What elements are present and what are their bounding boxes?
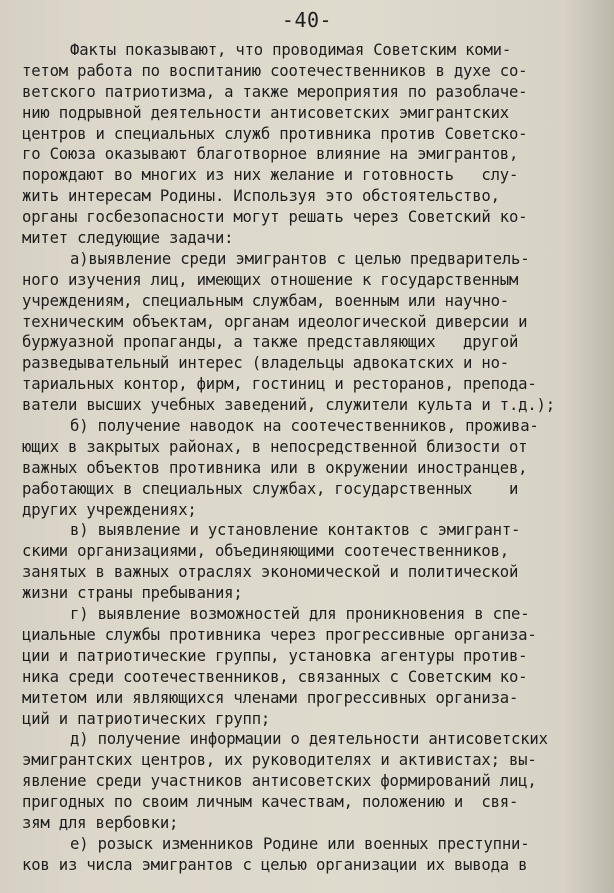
text-line: ника среди соотечественников, связанных с Советским ко- [22, 667, 528, 686]
text-line: д) получение информации о деятельности антисоветских [70, 730, 548, 749]
text-line: а)выявление среди эмигрантов с целью предваритель- [70, 249, 530, 268]
text-line: разведывательный интерес (владельцы адвокатских и но- [22, 354, 509, 373]
text-line: ции и патриотические группы, установка агентуры против- [22, 646, 528, 665]
text-line: митет следующие задачи: [22, 229, 234, 248]
text-line: ков из числа эмигрантов с целью организации их вывода в [22, 855, 528, 874]
text-line: важных объектов противника или в окружении иностранцев, [22, 458, 528, 477]
text-line: жизни страны пребывания; [22, 584, 243, 603]
text-line: буржуазной пропаганды, а также представляющих другой [22, 333, 519, 352]
text-line: ций и патриотических групп; [22, 709, 271, 728]
text-line: тариальных контор, фирм, гостиниц и ресторанов, препода- [22, 375, 537, 394]
text-line: эмигрантских центров, их руководителях и активистах; вы- [22, 751, 537, 770]
text-line: порождают во многих из них желание и готовность слу- [22, 166, 519, 185]
text-line: го Союза оказывают благотворное влияние на эмигрантов, [22, 145, 519, 164]
text-line: митетом или являющихся членами прогрессивных организа- [22, 688, 519, 707]
text-line: пригодных по своим личным качествам, положению и свя- [22, 793, 519, 812]
text-line: ветского патриотизма, а также мероприятия по разоблаче- [22, 82, 528, 101]
text-line: Факты показывают, что проводимая Советским коми- [70, 41, 512, 59]
text-line: ющих в закрытых районах, в непосредственной близости от [22, 437, 528, 456]
text-line: работающих в специальных службах, государственных и [22, 479, 519, 498]
text-line: нию подрывной деятельности антисоветских эмигрантских [22, 103, 509, 122]
text-line: органы госбезопасности могут решать через Советский ко- [22, 208, 528, 227]
text-line: центров и специальных служб противника против Советско- [22, 124, 528, 143]
text-line: ватели высших учебных заведений, служители культа и т.д.); [22, 396, 555, 415]
text-line: других учреждениях; [22, 500, 197, 519]
text-line: г) выявление возможностей для проникновения в спе- [70, 605, 530, 624]
text-line: скими организациями, объединяющими соотечественников, [22, 542, 509, 561]
text-line: циальные службы противника через прогрессивные организа- [22, 625, 537, 644]
text-line: в) выявление и установление контактов с эмигрант- [70, 521, 521, 540]
text-line: занятых в важных отраслях экономической и политической [22, 563, 519, 582]
text-line: тетом работа по воспитанию соотечественников в духе со- [22, 61, 528, 80]
body-text [22, 40, 614, 876]
text-line: ного изучения лиц, имеющих отношение к государственным [22, 270, 519, 289]
text-line: зям для вербовки; [22, 813, 179, 832]
text-line: б) получение наводок на соотечественников, прожива- [70, 417, 539, 436]
text-line: техническим объектам, органам идеологической диверсии и [22, 312, 528, 331]
text-line: учреждениям, специальным службам, военным или научно- [22, 291, 509, 310]
text-line: жить интересам Родины. Используя это обстоятельство, [22, 187, 500, 206]
text-line: явление среди участников антисоветских формирований лиц, [22, 772, 537, 791]
page-number: -40- [281, 8, 333, 32]
text-line: е) розыск изменников Родине или военных преступни- [70, 834, 530, 853]
